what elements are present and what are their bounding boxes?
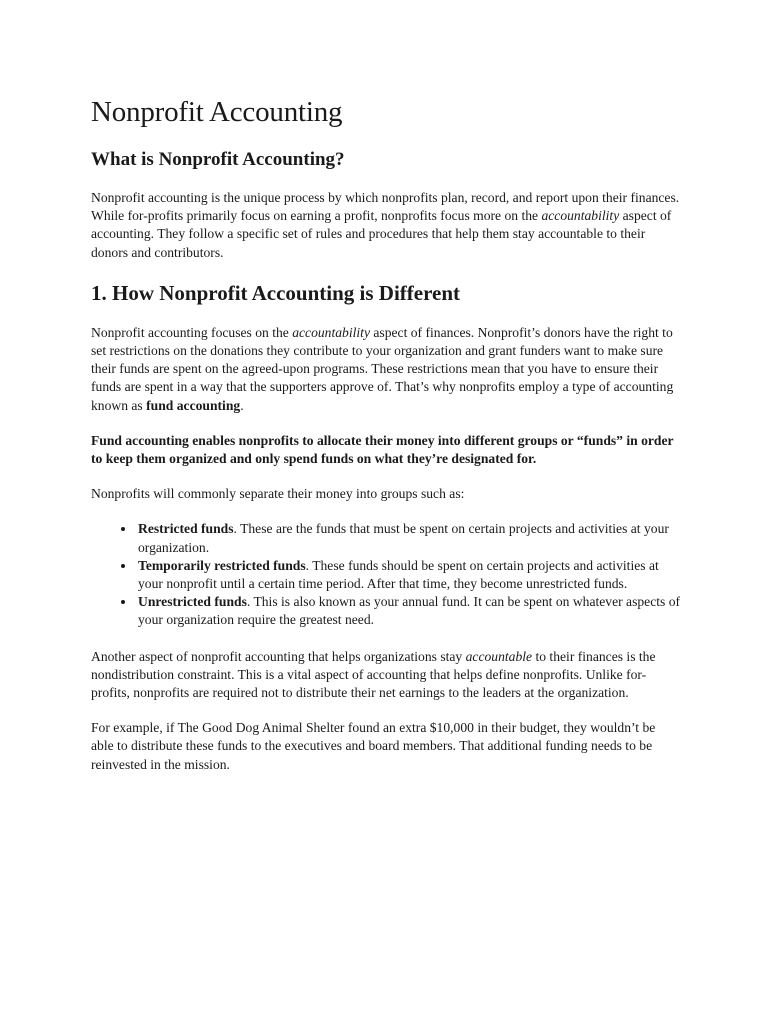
list-item-term: Temporarily restricted funds <box>138 557 306 573</box>
nondist-text-after: to their finances is the nondistribution constraint. This is a vital aspect of accounting that helps define nonprofits. Unlike for-profits, nonprofits are required not to distribute their net earnings to the leaders at the organization. <box>91 648 656 701</box>
para1-text-middle: aspect of finances. Nonprofit’s donors have the right to set restrictions on the donations they contribute to your organization and grant funders want to make sure their funds are spent on the agreed-upon programs. These restrictions mean that you have to ensure their funds are spent in a way that the supporters approve of. That’s why nonprofits employ a type of accounting known as <box>91 324 674 413</box>
section-heading: 1. How Nonprofit Accounting is Different <box>91 280 461 305</box>
list-item-desc: . This is also known as your annual fund. It can be spent on whatever aspects of your organization require the greatest need. <box>138 594 681 628</box>
example-paragraph: For example, if The Good Dog Animal Shelter found an extra $10,000 in their budget, they wouldn’t be able to distribute these funds to the executives and board members. That additional funding needs to be reinvested in the mission. <box>91 720 656 772</box>
list-item-term: Restricted funds <box>138 521 234 537</box>
nondist-italic-term: accountable <box>465 648 533 664</box>
para1-text-before: Nonprofit accounting focuses on the <box>91 324 293 340</box>
list-item <box>136 520 681 556</box>
para1-italic-term: accountability <box>292 324 370 340</box>
groups-intro-paragraph: Nonprofits will commonly separate their money into groups such as: <box>91 486 465 502</box>
list-item <box>136 593 681 629</box>
list-item <box>136 557 681 593</box>
intro-text-after: aspect of accounting. They follow a specific set of rules and procedures that help them stay accountable to their donors and contributors. <box>91 208 672 260</box>
document-page <box>91 92 681 791</box>
para1-text-after: . <box>240 397 244 413</box>
list-item-term: Unrestricted funds <box>138 594 247 610</box>
bold-definition-paragraph: Fund accounting enables nonprofits to allocate their money into different groups or “funds” in order to keep them organized and only spend funds on what they’re designated for. <box>91 432 674 467</box>
fund-groups-list <box>91 520 681 629</box>
list-item-desc: . These funds should be spent on certain projects and activities at your nonprofit until a certain time period. After that time, they become unrestricted funds. <box>138 557 659 592</box>
intro-italic-term: accountability <box>541 208 620 224</box>
fund-accounting-paragraph <box>91 324 681 415</box>
subtitle-heading: What is Nonprofit Accounting? <box>91 149 345 170</box>
intro-text-before: Nonprofit accounting is the unique process by which nonprofits plan, record, and report upon their finances. While for-profits primarily focus on earning a profit, nonprofits focus more on the <box>91 190 680 224</box>
document-title: Nonprofit Accounting <box>91 96 343 128</box>
intro-paragraph <box>91 189 681 262</box>
para1-bold-term: fund accounting <box>146 397 241 413</box>
nondistribution-paragraph <box>91 648 681 703</box>
nondist-text-before: Another aspect of nonprofit accounting that helps organizations stay <box>91 648 466 664</box>
list-item-desc: . These are the funds that must be spent on certain projects and activities at your organization. <box>138 521 669 555</box>
